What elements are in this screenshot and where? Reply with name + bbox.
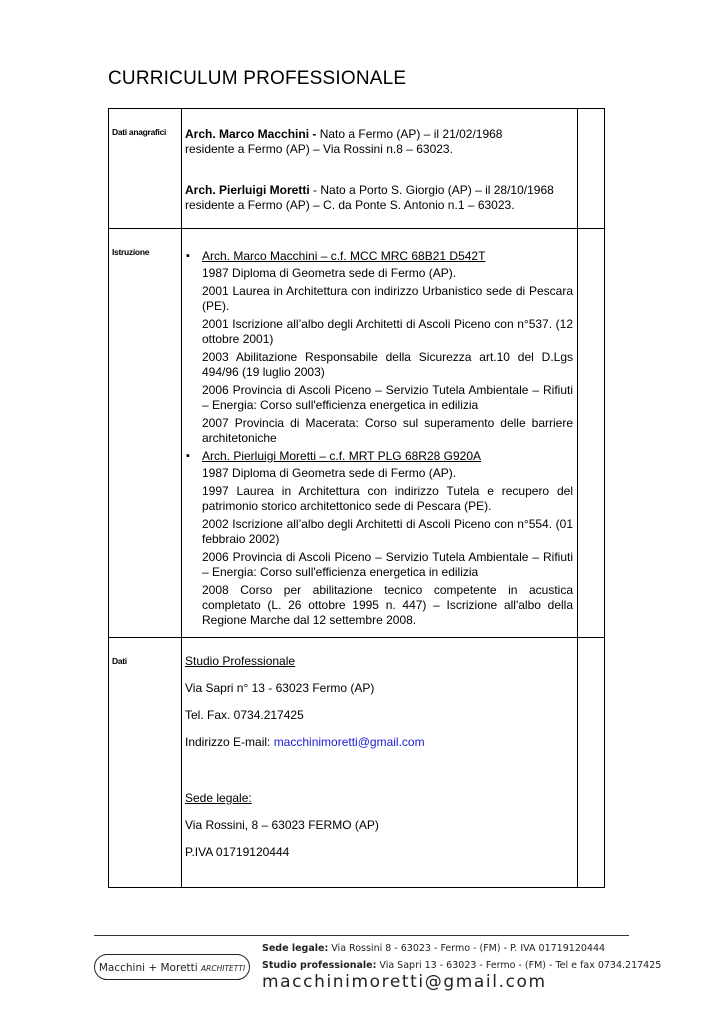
education-entry: 2002 Iscrizione all’albo degli Architetti di Ascoli Piceno con n°554. (01 febbraio 2002)	[202, 517, 573, 546]
footer-email[interactable]: macchinimoretti@gmail.com	[262, 972, 547, 992]
education-entry: 2007 Provincia di Macerata: Corso sul superamento delle barriere architetoniche	[202, 416, 573, 445]
phone-fax: Tel. Fax. 0734.217425	[185, 708, 304, 722]
education-entry: 2001 Laurea in Architettura con indirizzo Urbanistico sede di Pescara (PE).	[202, 284, 573, 313]
empty-cell	[578, 109, 605, 229]
empty-cell	[578, 229, 605, 638]
person-marco	[185, 127, 573, 157]
logo-subtext: ARCHITETTI	[201, 964, 246, 973]
education-entry: 2006 Provincia di Ascoli Piceno – Servizio Tutela Ambientale – Rifiuti – Energia: Corso sull'efficienza energetica in edilizia	[202, 383, 573, 412]
person-pierluigi	[185, 183, 573, 213]
email-line	[185, 735, 573, 750]
education-entry: 2006 Provincia di Ascoli Piceno – Servizio Tutela Ambientale – Rifiuti – Energia: Corso sull'efficienza energetica in edilizia	[202, 550, 573, 579]
cv-table	[108, 108, 605, 888]
education-entry: 1987 Diploma di Geometra sede di Fermo (AP).	[202, 466, 457, 480]
sede-address: Via Rossini, 8 – 63023 FERMO (AP)	[185, 818, 379, 832]
education-entry: 2008 Corso per abilitazione tecnico competente in acustica completato (L. 26 ottobre 1995 n. 447) – Iscrizione all'albo della Regione Marche dal 12 settembre 2008.	[202, 583, 573, 627]
education-entry: 2003 Abilitazione Responsabile della Sicurezza art.10 del D.Lgs 494/96 (19 luglio 2003)	[202, 350, 573, 379]
footer-sede-text: Via Rossini 8 - 63023 - Fermo - (FM) - P. IVA 01719120444	[328, 943, 606, 954]
education-entry: 1997 Laurea in Architettura con indirizzo Tutela e recupero del patrimonio storico architettonico sede di Pescara (PE).	[202, 484, 573, 513]
footer-studio	[262, 960, 661, 971]
document-title: CURRICULUM PROFESSIONALE	[108, 68, 407, 89]
studio-address: Via Sapri n° 13 - 63023 Fermo (AP)	[185, 681, 375, 695]
footer-divider	[94, 935, 629, 936]
contact-block	[182, 638, 577, 860]
row-content	[182, 109, 578, 229]
row-label: Dati anagrafici	[109, 109, 182, 229]
education-person-header: ▪ Arch. Marco Macchini – c.f. MCC MRC 68B21 D542T	[185, 249, 573, 264]
education-entry: 2001 Iscrizione all’albo degli Architetti di Ascoli Piceno con n°537. (12 ottobre 2001)	[202, 317, 573, 346]
row-label: Dati	[109, 638, 182, 888]
education-list	[182, 229, 577, 637]
residence-info: residente a Fermo (AP) – C. da Ponte S. Antonio n.1 – 63023.	[185, 198, 515, 212]
row-dati	[109, 638, 605, 888]
footer-studio-text: Via Sapri 13 - 63023 - Fermo - (FM) - Tel e fax 0734.217425	[376, 960, 662, 971]
education-person-header: ▪ Arch. Pierluigi Moretti – c.f. MRT PLG 68R28 G920A	[185, 449, 573, 464]
birth-info: - Nato a Porto S. Giorgio (AP) – il 28/10/1968	[309, 183, 554, 197]
empty-cell	[578, 638, 605, 888]
sede-heading: Sede legale:	[185, 791, 252, 805]
studio-logo	[94, 954, 250, 980]
vat-number: P.IVA 01719120444	[185, 845, 290, 859]
birth-info: Nato a Fermo (AP) – il 21/02/1968	[316, 127, 503, 141]
education-entry: 1987 Diploma di Geometra sede di Fermo (AP).	[202, 266, 457, 280]
row-label: Istruzione	[109, 229, 182, 638]
residence-info: residente a Fermo (AP) – Via Rossini n.8 – 63023.	[185, 142, 453, 156]
footer-studio-label: Studio professionale:	[262, 960, 377, 971]
row-istruzione	[109, 229, 605, 638]
person-name: Arch. Marco Macchini -	[185, 127, 317, 141]
email-label: Indirizzo E-mail:	[185, 735, 274, 749]
studio-heading: Studio Professionale	[185, 654, 296, 668]
row-dati-anagrafici	[109, 109, 605, 229]
person-name: Arch. Pierluigi Moretti	[185, 183, 310, 197]
row-content	[182, 638, 578, 888]
footer-sede-label: Sede legale:	[262, 943, 329, 954]
footer-sede	[262, 943, 605, 954]
email-link[interactable]: macchinimoretti@gmail.com	[273, 735, 425, 749]
logo-text: Macchini + Moretti	[98, 962, 202, 974]
row-content	[182, 229, 578, 638]
